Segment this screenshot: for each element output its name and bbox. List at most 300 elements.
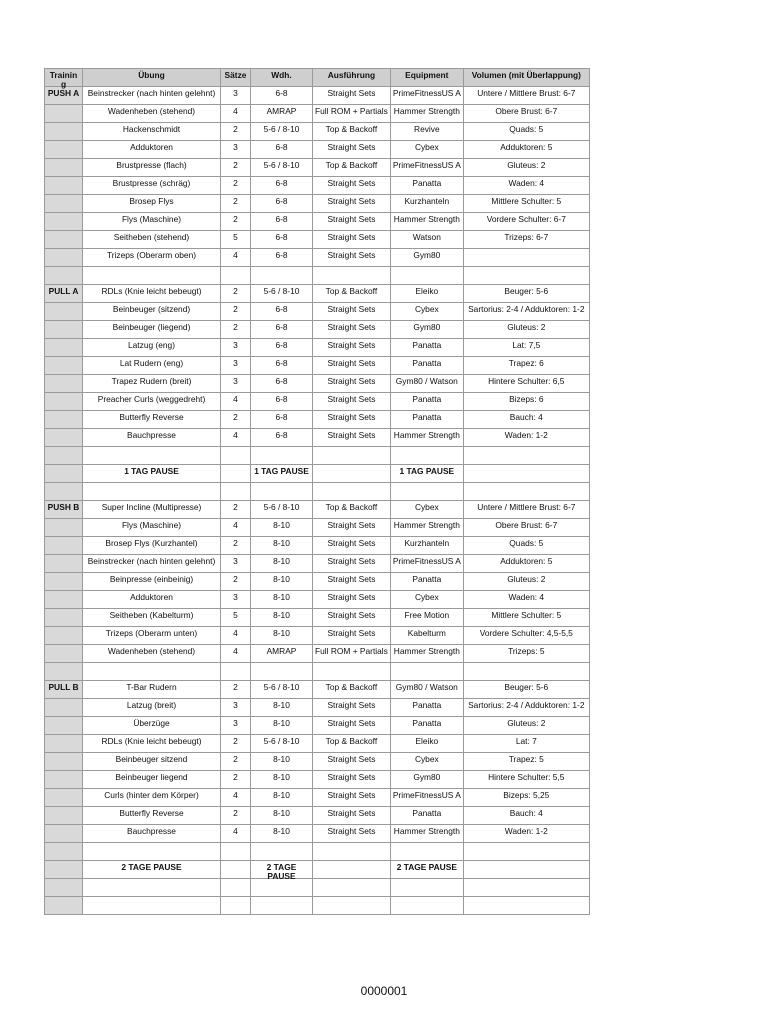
day-cell [45,789,83,807]
reps-cell: 5-6 / 8-10 [251,159,313,177]
table-row [45,789,590,807]
table-row [45,375,590,393]
reps-cell: 5-6 / 8-10 [251,735,313,753]
reps-cell: 8-10 [251,573,313,591]
reps-cell: 5-6 / 8-10 [251,501,313,519]
table-row [45,753,590,771]
volume-cell: Waden: 1-2 [463,825,589,843]
equipment-cell [390,267,463,285]
exercise-cell: Adduktoren [83,141,221,159]
table-row [45,645,590,663]
exercise-cell: Lat Rudern (eng) [83,357,221,375]
reps-cell: 8-10 [251,555,313,573]
page-number: 0000001 [360,984,408,998]
day-cell [45,159,83,177]
volume-cell: Bizeps: 6 [463,393,589,411]
reps-cell: 6-8 [251,339,313,357]
day-cell [45,321,83,339]
sets-cell [221,879,251,897]
sets-cell [221,447,251,465]
equipment-cell: Gym80 / Watson [390,375,463,393]
equipment-cell: Panatta [390,807,463,825]
table-row [45,231,590,249]
volume-cell [463,843,589,861]
sets-cell: 2 [221,213,251,231]
table-row [45,465,590,483]
volume-cell: Trizeps: 5 [463,645,589,663]
volume-cell: Hintere Schulter: 5,5 [463,771,589,789]
exercise-cell: Trapez Rudern (breit) [83,375,221,393]
day-cell [45,717,83,735]
volume-cell [463,897,589,915]
column-header: Wdh. [251,69,313,87]
reps-cell: 8-10 [251,771,313,789]
equipment-cell [390,663,463,681]
execution-cell: Straight Sets [313,627,391,645]
sets-cell: 2 [221,159,251,177]
execution-cell: Straight Sets [313,807,391,825]
column-header: Übung [83,69,221,87]
exercise-cell: Bauchpresse [83,429,221,447]
table-row [45,573,590,591]
volume-cell: Untere / Mittlere Brust: 6-7 [463,501,589,519]
sets-cell: 3 [221,717,251,735]
sets-cell: 3 [221,699,251,717]
equipment-cell [390,483,463,501]
table-row [45,609,590,627]
reps-cell: 6-8 [251,393,313,411]
equipment-cell: Hammer Strength [390,105,463,123]
reps-cell: 1 TAG PAUSE [251,465,313,483]
execution-cell [313,483,391,501]
day-cell [45,519,83,537]
sets-cell: 4 [221,627,251,645]
table-row [45,555,590,573]
equipment-cell: Gym80 / Watson [390,681,463,699]
table-row [45,519,590,537]
equipment-cell: Gym80 [390,771,463,789]
execution-cell: Full ROM + Partials [313,645,391,663]
volume-cell [463,465,589,483]
volume-cell: Lat: 7,5 [463,339,589,357]
volume-cell: Beuger: 5-6 [463,681,589,699]
day-cell [45,231,83,249]
exercise-cell: Trizeps (Oberarm oben) [83,249,221,267]
training-plan-table [44,68,590,915]
volume-cell: Untere / Mittlere Brust: 6-7 [463,87,589,105]
day-cell [45,267,83,285]
table-body [45,87,590,915]
exercise-cell: Latzug (eng) [83,339,221,357]
execution-cell: Straight Sets [313,321,391,339]
table-row [45,141,590,159]
volume-cell: Mittlere Schulter: 5 [463,195,589,213]
reps-cell: 8-10 [251,753,313,771]
table-row [45,285,590,303]
exercise-cell [83,447,221,465]
exercise-cell: Preacher Curls (weggedreht) [83,393,221,411]
execution-cell: Top & Backoff [313,681,391,699]
volume-cell: Mittlere Schulter: 5 [463,609,589,627]
equipment-cell: Panatta [390,411,463,429]
sets-cell: 4 [221,645,251,663]
sets-cell: 4 [221,105,251,123]
equipment-cell: Panatta [390,339,463,357]
execution-cell: Top & Backoff [313,501,391,519]
table-row [45,663,590,681]
equipment-cell: Panatta [390,393,463,411]
exercise-cell: Brustpresse (flach) [83,159,221,177]
equipment-cell: Free Motion [390,609,463,627]
equipment-cell: Cybex [390,303,463,321]
volume-cell: Obere Brust: 6-7 [463,519,589,537]
equipment-cell: Cybex [390,591,463,609]
volume-cell: Bauch: 4 [463,411,589,429]
reps-cell: 5-6 / 8-10 [251,681,313,699]
day-cell [45,213,83,231]
day-cell: PUSH B [45,501,83,519]
execution-cell: Straight Sets [313,573,391,591]
exercise-cell: Bauchpresse [83,825,221,843]
table-row [45,267,590,285]
day-cell [45,609,83,627]
equipment-cell: Hammer Strength [390,519,463,537]
execution-cell: Straight Sets [313,825,391,843]
volume-cell: Sartorius: 2-4 / Adduktoren: 1-2 [463,303,589,321]
volume-cell: Adduktoren: 5 [463,141,589,159]
table-row [45,393,590,411]
execution-cell: Straight Sets [313,249,391,267]
volume-cell [463,483,589,501]
equipment-cell: PrimeFitnessUS A [390,789,463,807]
volume-cell: Hintere Schulter: 6,5 [463,375,589,393]
reps-cell [251,447,313,465]
day-cell: PULL B [45,681,83,699]
reps-cell: 8-10 [251,519,313,537]
reps-cell: 6-8 [251,213,313,231]
exercise-cell: Überzüge [83,717,221,735]
table-row [45,213,590,231]
day-cell [45,357,83,375]
reps-cell: 6-8 [251,141,313,159]
table-row [45,627,590,645]
equipment-cell: 2 TAGE PAUSE [390,861,463,879]
volume-cell: Sartorius: 2-4 / Adduktoren: 1-2 [463,699,589,717]
day-cell [45,825,83,843]
execution-cell: Top & Backoff [313,159,391,177]
sets-cell: 2 [221,501,251,519]
reps-cell: 6-8 [251,177,313,195]
equipment-cell: Panatta [390,177,463,195]
execution-cell [313,663,391,681]
table-row [45,447,590,465]
exercise-cell: Super Incline (Multipresse) [83,501,221,519]
day-cell [45,195,83,213]
exercise-cell: RDLs (Knie leicht bebeugt) [83,735,221,753]
day-cell [45,555,83,573]
volume-cell: Gluteus: 2 [463,573,589,591]
equipment-cell: Eleiko [390,735,463,753]
execution-cell: Straight Sets [313,141,391,159]
day-cell [45,843,83,861]
sets-cell: 3 [221,375,251,393]
reps-cell: AMRAP [251,645,313,663]
equipment-cell: Cybex [390,501,463,519]
equipment-cell: Revive [390,123,463,141]
execution-cell: Straight Sets [313,753,391,771]
equipment-cell: Kurzhanteln [390,195,463,213]
execution-cell [313,465,391,483]
execution-cell [313,897,391,915]
equipment-cell: Hammer Strength [390,213,463,231]
reps-cell: 6-8 [251,231,313,249]
sets-cell: 4 [221,789,251,807]
volume-cell: Trizeps: 6-7 [463,231,589,249]
exercise-cell: Beinpresse (einbeinig) [83,573,221,591]
table-row [45,843,590,861]
sets-cell: 2 [221,771,251,789]
table-row [45,735,590,753]
sets-cell: 2 [221,195,251,213]
execution-cell: Straight Sets [313,789,391,807]
day-cell [45,753,83,771]
equipment-cell: 1 TAG PAUSE [390,465,463,483]
exercise-cell: Beinbeuger sitzend [83,753,221,771]
execution-cell: Straight Sets [313,375,391,393]
table-row [45,105,590,123]
column-header: Sätze [221,69,251,87]
sets-cell: 4 [221,429,251,447]
exercise-cell: Butterfly Reverse [83,411,221,429]
reps-cell: 8-10 [251,609,313,627]
day-cell [45,339,83,357]
equipment-cell: PrimeFitnessUS A [390,159,463,177]
table-row [45,879,590,897]
reps-cell: 6-8 [251,375,313,393]
reps-cell: 8-10 [251,717,313,735]
reps-cell: AMRAP [251,105,313,123]
day-cell [45,411,83,429]
day-cell [45,483,83,501]
exercise-cell [83,897,221,915]
volume-cell [463,861,589,879]
table-row [45,177,590,195]
sets-cell [221,663,251,681]
header-row [45,69,590,87]
reps-cell [251,897,313,915]
equipment-cell: Kabelturm [390,627,463,645]
equipment-cell: Panatta [390,357,463,375]
table-row [45,195,590,213]
execution-cell: Straight Sets [313,771,391,789]
sets-cell [221,267,251,285]
day-cell [45,141,83,159]
table-row [45,807,590,825]
reps-cell [251,879,313,897]
sets-cell [221,897,251,915]
execution-cell: Straight Sets [313,231,391,249]
table-row [45,357,590,375]
day-cell [45,645,83,663]
equipment-cell: Panatta [390,573,463,591]
day-cell: PUSH A [45,87,83,105]
sets-cell: 5 [221,609,251,627]
sets-cell: 2 [221,177,251,195]
equipment-cell: Hammer Strength [390,429,463,447]
execution-cell: Straight Sets [313,357,391,375]
table-row [45,339,590,357]
day-cell [45,573,83,591]
exercise-cell: Flys (Maschine) [83,519,221,537]
execution-cell: Straight Sets [313,87,391,105]
equipment-cell [390,897,463,915]
day-cell [45,105,83,123]
execution-cell [313,879,391,897]
reps-cell: 8-10 [251,699,313,717]
volume-cell: Lat: 7 [463,735,589,753]
day-cell [45,591,83,609]
column-header: Trainin g [45,69,83,87]
sets-cell: 3 [221,555,251,573]
table-row [45,825,590,843]
sets-cell [221,483,251,501]
execution-cell: Full ROM + Partials [313,105,391,123]
execution-cell: Straight Sets [313,555,391,573]
table-row [45,861,590,879]
day-cell [45,897,83,915]
sets-cell: 3 [221,141,251,159]
volume-cell: Gluteus: 2 [463,159,589,177]
volume-cell: Waden: 4 [463,591,589,609]
volume-cell: Waden: 1-2 [463,429,589,447]
table-row [45,591,590,609]
exercise-cell [83,843,221,861]
exercise-cell [83,663,221,681]
exercise-cell [83,267,221,285]
exercise-cell: Wadenheben (stehend) [83,645,221,663]
exercise-cell [83,483,221,501]
volume-cell [463,267,589,285]
volume-cell: Trapez: 5 [463,753,589,771]
column-header: Volumen (mit Überlappung) [463,69,589,87]
day-cell [45,537,83,555]
day-cell: PULL A [45,285,83,303]
sets-cell [221,843,251,861]
sets-cell: 2 [221,681,251,699]
volume-cell: Obere Brust: 6-7 [463,105,589,123]
sets-cell: 2 [221,321,251,339]
reps-cell: 8-10 [251,825,313,843]
exercise-cell: RDLs (Knie leicht bebeugt) [83,285,221,303]
execution-cell: Straight Sets [313,519,391,537]
volume-cell: Waden: 4 [463,177,589,195]
table-row [45,159,590,177]
volume-cell [463,447,589,465]
day-cell [45,249,83,267]
exercise-cell: 2 TAGE PAUSE [83,861,221,879]
exercise-cell: Seitheben (Kabelturm) [83,609,221,627]
volume-cell: Vordere Schulter: 4,5-5,5 [463,627,589,645]
table-row [45,483,590,501]
sets-cell: 3 [221,357,251,375]
execution-cell: Straight Sets [313,537,391,555]
execution-cell: Straight Sets [313,393,391,411]
reps-cell: 8-10 [251,591,313,609]
sets-cell: 3 [221,339,251,357]
table-row [45,897,590,915]
execution-cell: Straight Sets [313,429,391,447]
table-row [45,303,590,321]
exercise-cell: Beinstrecker (nach hinten gelehnt) [83,87,221,105]
equipment-cell: Watson [390,231,463,249]
volume-cell: Gluteus: 2 [463,321,589,339]
volume-cell [463,879,589,897]
volume-cell: Adduktoren: 5 [463,555,589,573]
table-row [45,249,590,267]
sets-cell: 2 [221,123,251,141]
volume-cell: Bauch: 4 [463,807,589,825]
volume-cell: Gluteus: 2 [463,717,589,735]
execution-cell: Straight Sets [313,195,391,213]
execution-cell: Top & Backoff [313,735,391,753]
exercise-cell: 1 TAG PAUSE [83,465,221,483]
reps-cell: 6-8 [251,321,313,339]
exercise-cell: Hackenschmidt [83,123,221,141]
volume-cell: Quads: 5 [463,537,589,555]
equipment-cell: PrimeFitnessUS A [390,87,463,105]
sets-cell [221,465,251,483]
day-cell [45,177,83,195]
equipment-cell: Gym80 [390,249,463,267]
table-row [45,681,590,699]
table-row [45,501,590,519]
execution-cell [313,267,391,285]
volume-cell: Bizeps: 5,25 [463,789,589,807]
reps-cell: 5-6 / 8-10 [251,123,313,141]
equipment-cell [390,843,463,861]
day-cell [45,375,83,393]
execution-cell: Straight Sets [313,609,391,627]
execution-cell: Straight Sets [313,591,391,609]
sets-cell: 4 [221,519,251,537]
sets-cell: 2 [221,411,251,429]
reps-cell: 5-6 / 8-10 [251,285,313,303]
execution-cell: Straight Sets [313,303,391,321]
reps-cell [251,483,313,501]
sets-cell: 2 [221,573,251,591]
sets-cell: 2 [221,807,251,825]
reps-cell: 6-8 [251,303,313,321]
exercise-cell: Curls (hinter dem Körper) [83,789,221,807]
reps-cell: 6-8 [251,411,313,429]
reps-cell: 6-8 [251,87,313,105]
execution-cell: Straight Sets [313,717,391,735]
reps-cell: 8-10 [251,627,313,645]
equipment-cell: Kurzhanteln [390,537,463,555]
sets-cell [221,861,251,879]
reps-cell: 6-8 [251,357,313,375]
table-row [45,717,590,735]
day-cell [45,771,83,789]
day-cell [45,699,83,717]
execution-cell: Top & Backoff [313,123,391,141]
sets-cell: 2 [221,735,251,753]
sets-cell: 2 [221,537,251,555]
sets-cell: 3 [221,87,251,105]
table-row [45,699,590,717]
exercise-cell: Wadenheben (stehend) [83,105,221,123]
sets-cell: 4 [221,825,251,843]
